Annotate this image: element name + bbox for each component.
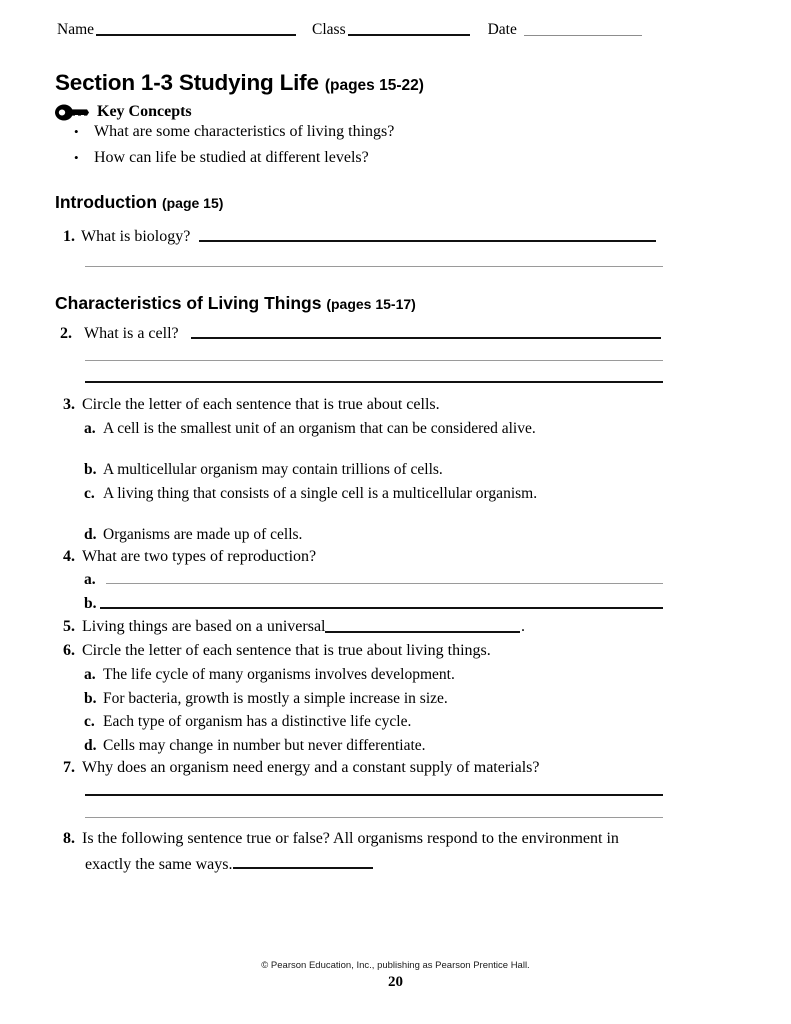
date-input-line[interactable] bbox=[524, 35, 642, 36]
question-7 bbox=[63, 759, 540, 777]
question-text: Circle the letter of each sentence that is true about cells. bbox=[82, 396, 440, 413]
option-6a[interactable] bbox=[84, 666, 554, 684]
answer-line-q5[interactable] bbox=[325, 631, 520, 633]
option-letter: a. bbox=[84, 666, 96, 683]
key-concepts-label: Key Concepts bbox=[97, 103, 192, 120]
class-input-line[interactable] bbox=[348, 34, 470, 36]
question-text: What is biology? bbox=[81, 228, 191, 245]
option-text: Organisms are made up of cells. bbox=[103, 526, 303, 543]
name-input-line[interactable] bbox=[96, 34, 296, 36]
question-5-period bbox=[521, 618, 525, 636]
answer-line-q1-inline[interactable] bbox=[199, 240, 656, 242]
section-heading-pages: (pages 15-17) bbox=[326, 296, 416, 312]
answer-line-q1-row2[interactable] bbox=[85, 266, 663, 267]
question-number: 2. bbox=[60, 325, 72, 342]
question-text: What are two types of reproduction? bbox=[82, 548, 317, 565]
option-6c[interactable] bbox=[84, 713, 554, 731]
option-text: The life cycle of many organisms involves development. bbox=[103, 666, 455, 683]
answer-line-q7-row2[interactable] bbox=[85, 817, 663, 818]
answer-line-q2-row2[interactable] bbox=[85, 360, 663, 361]
date-label: Date bbox=[487, 21, 517, 38]
question-text: What is a cell? bbox=[84, 325, 179, 342]
option-text: Cells may change in number but never differentiate. bbox=[103, 737, 426, 754]
question-2 bbox=[60, 325, 179, 343]
option-6b[interactable] bbox=[84, 690, 554, 708]
section-heading-introduction bbox=[55, 192, 223, 213]
option-text: A living thing that consists of a single cell is a multicellular organism. bbox=[103, 485, 538, 502]
answer-blank-4b bbox=[84, 595, 103, 613]
question-number: 7. bbox=[63, 759, 75, 776]
key-concept-text: What are some characteristics of living things? bbox=[94, 123, 395, 140]
class-label: Class bbox=[312, 21, 346, 38]
question-8 bbox=[63, 830, 619, 848]
question-text: Circle the letter of each sentence that is true about living things. bbox=[82, 642, 491, 659]
answer-line-q2-row3[interactable] bbox=[85, 381, 663, 383]
question-number: 4. bbox=[63, 548, 75, 565]
section-heading-text: Characteristics of Living Things bbox=[55, 293, 322, 313]
option-3d[interactable] bbox=[84, 526, 554, 544]
option-letter: d. bbox=[84, 737, 97, 754]
option-3a[interactable] bbox=[84, 420, 554, 438]
question-number: 5. bbox=[63, 618, 75, 635]
option-text: A multicellular organism may contain trillions of cells. bbox=[103, 461, 443, 478]
option-letter: d. bbox=[84, 526, 97, 543]
question-1 bbox=[63, 228, 190, 246]
option-text: Each type of organism has a distinctive life cycle. bbox=[103, 713, 412, 730]
question-number: 3. bbox=[63, 396, 75, 413]
option-3b[interactable] bbox=[84, 461, 554, 479]
key-concepts-list bbox=[74, 124, 634, 176]
option-text: A cell is the smallest unit of an organism that can be considered alive. bbox=[103, 420, 536, 437]
option-text: For bacteria, growth is mostly a simple increase in size. bbox=[103, 690, 448, 707]
question-8-line2 bbox=[85, 856, 233, 874]
option-letter: c. bbox=[84, 485, 95, 502]
option-6d[interactable] bbox=[84, 737, 554, 755]
key-icon bbox=[55, 104, 89, 121]
option-letter: b. bbox=[84, 595, 97, 612]
answer-line-q2-inline[interactable] bbox=[191, 337, 661, 339]
option-letter: b. bbox=[84, 461, 97, 478]
option-letter: a. bbox=[84, 420, 96, 437]
footer-page-number: 20 bbox=[388, 974, 403, 990]
option-letter: b. bbox=[84, 690, 97, 707]
page-title-text: Section 1-3 Studying Life bbox=[55, 70, 319, 95]
page-title-pages: (pages 15-22) bbox=[324, 77, 424, 94]
question-4 bbox=[63, 548, 316, 566]
list-item bbox=[74, 124, 634, 140]
answer-blank-4a bbox=[84, 571, 103, 589]
question-number: 8. bbox=[63, 830, 75, 847]
period-text: . bbox=[521, 618, 525, 635]
answer-line-q4b[interactable] bbox=[100, 607, 663, 609]
section-heading-pages: (page 15) bbox=[161, 195, 224, 211]
section-heading-characteristics bbox=[55, 293, 416, 314]
answer-line-q7-row1[interactable] bbox=[85, 794, 663, 796]
option-3c[interactable] bbox=[84, 485, 554, 503]
page-title bbox=[55, 70, 424, 96]
answer-line-q4a[interactable] bbox=[106, 583, 663, 584]
list-item bbox=[74, 150, 634, 166]
question-5 bbox=[63, 618, 326, 636]
question-text: Living things are based on a universal bbox=[82, 618, 326, 635]
section-heading-text: Introduction bbox=[55, 192, 158, 212]
name-label: Name bbox=[57, 21, 95, 38]
question-text: Why does an organism need energy and a constant supply of materials? bbox=[82, 759, 540, 776]
footer-copyright: © Pearson Education, Inc., publishing as Pearson Prentice Hall. bbox=[261, 960, 530, 971]
option-letter: a. bbox=[84, 571, 96, 588]
question-text: Is the following sentence true or false? All organisms respond to the environment in bbox=[82, 830, 619, 847]
option-letter: c. bbox=[84, 713, 95, 730]
bullet-icon: • bbox=[74, 124, 79, 139]
key-concepts-header bbox=[55, 103, 192, 121]
bullet-icon: • bbox=[74, 150, 79, 165]
question-text: exactly the same ways. bbox=[85, 856, 233, 873]
student-info-header bbox=[57, 22, 736, 38]
answer-line-q8[interactable] bbox=[233, 867, 373, 869]
key-concept-text: How can life be studied at different levels? bbox=[94, 149, 369, 166]
question-3 bbox=[63, 396, 440, 414]
question-6 bbox=[63, 642, 491, 660]
question-number: 1. bbox=[63, 228, 75, 245]
question-number: 6. bbox=[63, 642, 75, 659]
